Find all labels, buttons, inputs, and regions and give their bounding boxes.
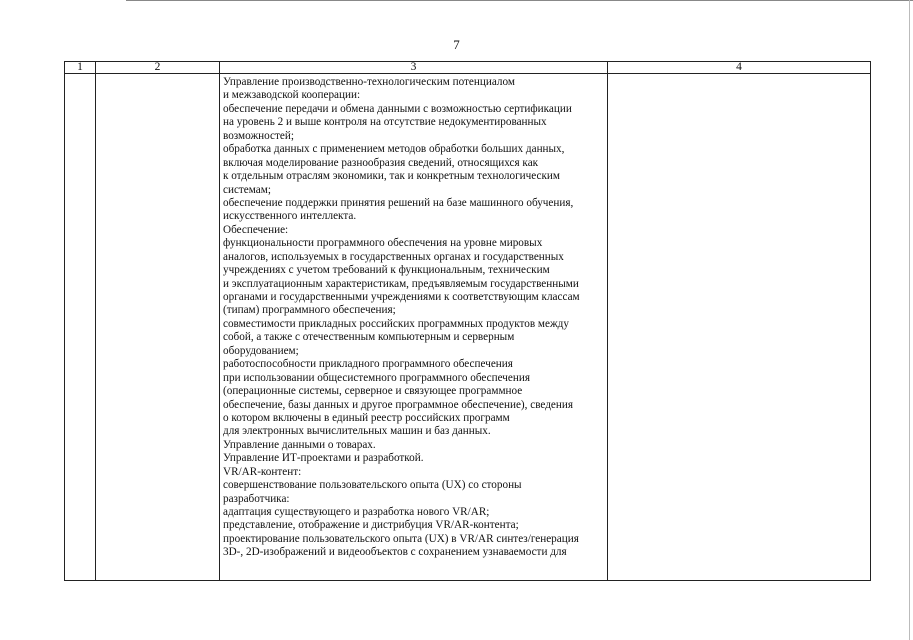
- text-line: Обеспечение:: [223, 223, 289, 236]
- text-line: совершенствование пользовательского опыта (UX) со стороны: [223, 479, 522, 492]
- text-line: учреждениях с учетом требований к функциональным, техническим: [223, 264, 550, 277]
- cell-col-3: [220, 74, 608, 581]
- text-line: для электронных вычислительных машин и баз данных.: [223, 425, 491, 438]
- text-line: включая моделирование разнообразия сведений, относящихся как: [223, 156, 539, 169]
- text-line: функциональности программного обеспечения на уровне мировых: [223, 237, 543, 250]
- table-row: [65, 74, 871, 581]
- text-line: (операционные системы, серверное и связующее программное: [223, 385, 523, 398]
- table-header-row: [65, 62, 871, 74]
- text-line: представление, отображение и дистрибуция VR/AR-контента;: [223, 519, 519, 532]
- column-header-1: 1: [65, 62, 96, 74]
- text-line: Управление ИТ-проектами и разработкой.: [223, 452, 424, 465]
- text-line: при использовании общесистемного программного обеспечения: [223, 371, 531, 384]
- text-line: искусственного интеллекта.: [223, 210, 357, 223]
- text-line: и эксплуатационным характеристикам, предъявляемым государственными: [223, 277, 579, 290]
- text-line: возможностей;: [223, 129, 294, 142]
- text-line: 3D-, 2D-изображений и видеообъектов с сохранением узнаваемости для: [223, 546, 567, 559]
- text-line: совместимости прикладных российских программных продуктов между: [223, 317, 569, 330]
- text-line: разработчика:: [223, 492, 290, 505]
- cell-col-1: [65, 74, 96, 581]
- text-line: и межзаводской кооперации:: [223, 89, 361, 102]
- text-line: Управление производственно-технологическим потенциалом: [223, 76, 515, 88]
- text-line: обработка данных с применением методов обработки больших данных,: [223, 143, 565, 156]
- text-line: к отдельным отраслям экономики, так и конкретным технологическим: [223, 170, 560, 183]
- right-border-line: [909, 0, 910, 640]
- text-line: аналогов, используемых в государственных органах и государственных: [223, 250, 564, 263]
- document-table: [64, 61, 871, 581]
- cell-col-2: [96, 74, 220, 581]
- text-line: на уровень 2 и выше контроля на отсутствие недокументированных: [223, 116, 547, 129]
- text-line: обеспечение передачи и обмена данными с возможностью сертификации: [223, 102, 572, 115]
- top-border-line: [126, 0, 913, 1]
- column-header-4: 4: [608, 62, 871, 74]
- text-line: оборудованием;: [223, 344, 299, 357]
- column-header-3: 3: [220, 62, 608, 74]
- text-line: о котором включены в единый реестр российских программ: [223, 411, 510, 424]
- column-header-2: 2: [96, 62, 220, 74]
- text-line: VR/AR-контент:: [223, 465, 302, 478]
- text-line: обеспечение, базы данных и другое программное обеспечение), сведения: [223, 398, 574, 411]
- cell-col-3-text: [220, 74, 607, 560]
- text-line: собой, а также с отечественным компьютерным и серверным: [223, 331, 515, 344]
- text-line: работоспособности прикладного программного обеспечения: [223, 358, 513, 371]
- text-line: проектирование пользовательского опыта (UX) в VR/AR синтез/генерация: [223, 532, 579, 545]
- text-line: (типам) программного обеспечения;: [223, 304, 396, 317]
- text-line: органами и государственными учреждениями к соответствующим классам: [223, 291, 580, 303]
- text-line: адаптация существующего и разработка нового VR/AR;: [223, 506, 490, 518]
- text-line: системам;: [223, 183, 271, 196]
- cell-col-4: [608, 74, 871, 581]
- text-line: Управление данными о товарах.: [223, 438, 376, 451]
- page-number: 7: [453, 37, 460, 52]
- text-line: обеспечение поддержки принятия решений на базе машинного обучения,: [223, 196, 574, 209]
